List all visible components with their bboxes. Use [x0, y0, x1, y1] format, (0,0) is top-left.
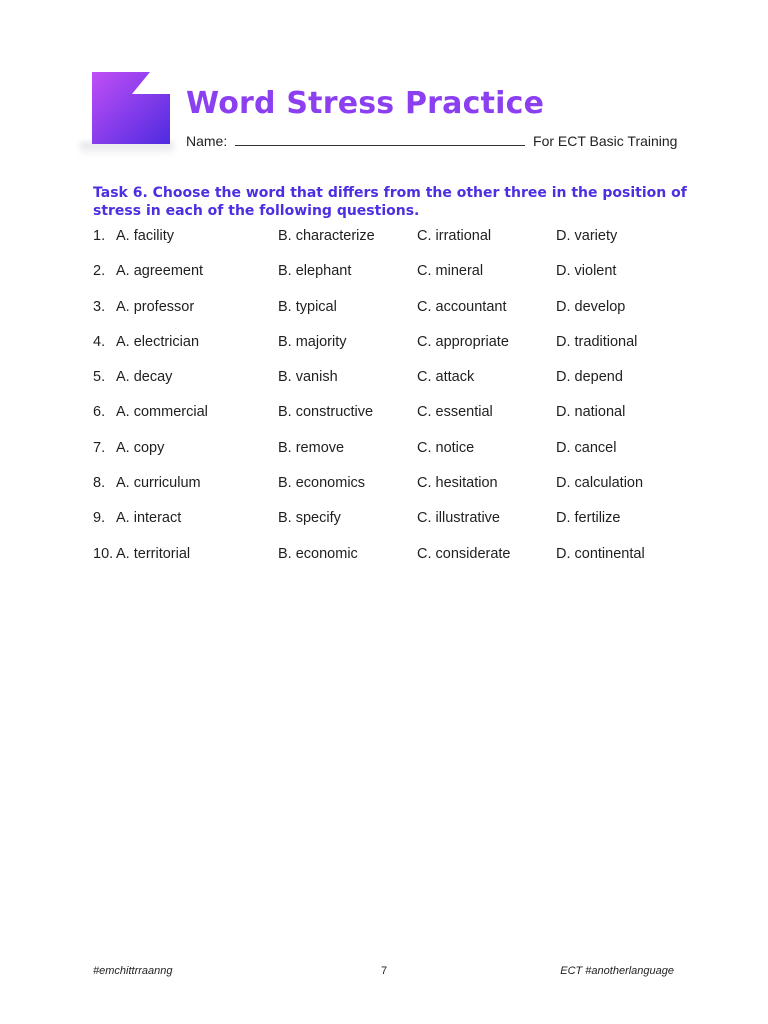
option-c: C. hesitation — [417, 475, 498, 492]
question-row — [93, 334, 693, 369]
question-number: 1. — [93, 228, 106, 244]
question-row — [93, 404, 693, 439]
question-row — [93, 546, 693, 581]
question-list — [93, 228, 693, 581]
training-label: For ECT Basic Training — [533, 133, 678, 149]
option-c: C. considerate — [417, 545, 511, 562]
option-b: B. constructive — [278, 404, 374, 421]
question-number: 10. — [93, 545, 114, 562]
name-line — [186, 133, 677, 149]
option-c: C. accountant — [417, 298, 507, 315]
question-number: 6. — [93, 404, 106, 421]
footer-tagline: ECT #anotherlanguage — [560, 965, 674, 977]
question-number: 7. — [93, 439, 106, 456]
option-c: C. mineral — [417, 263, 484, 280]
option-b: B. economics — [278, 475, 366, 492]
task-instruction: Task 6. Choose the word that differs from the other three in the position of stress in each of the following questions. — [93, 185, 687, 219]
option-d: D. calculation — [556, 475, 644, 492]
option-c: C. essential — [417, 404, 493, 421]
option-a: A. curriculum — [116, 475, 201, 492]
question-row — [93, 440, 693, 475]
option-c: C. attack — [417, 369, 475, 386]
question-number: 2. — [93, 263, 106, 280]
question-number: 5. — [93, 369, 106, 386]
footer-hashtag: #emchittrraanng — [93, 965, 173, 977]
option-d: D. traditional — [556, 333, 638, 350]
option-a: A. facility — [116, 228, 175, 244]
option-b: B. characterize — [278, 228, 375, 244]
question-number: 4. — [93, 333, 106, 350]
option-b: B. economic — [278, 545, 358, 562]
option-a: A. decay — [116, 369, 173, 386]
option-a: A. agreement — [116, 263, 204, 280]
option-a: A. electrician — [116, 333, 200, 350]
option-a: A. interact — [116, 510, 182, 527]
option-b: B. vanish — [278, 369, 338, 386]
question-row — [93, 299, 693, 334]
option-b: B. elephant — [278, 263, 352, 280]
option-b: B. specify — [278, 510, 341, 527]
option-d: D. variety — [556, 228, 618, 244]
option-d: D. violent — [556, 263, 617, 280]
logo-icon — [92, 72, 170, 144]
option-d: D. national — [556, 404, 626, 421]
option-a: A. commercial — [116, 404, 208, 421]
question-row — [93, 263, 693, 298]
option-c: C. illustrative — [417, 510, 500, 527]
option-b: B. majority — [278, 333, 347, 350]
question-row — [93, 475, 693, 510]
logo-shadow — [80, 142, 174, 156]
option-d: D. cancel — [556, 439, 617, 456]
question-row — [93, 369, 693, 404]
question-number: 9. — [93, 510, 106, 527]
page-number: 7 — [381, 965, 388, 977]
name-label: Name: — [186, 133, 228, 149]
name-blank-field[interactable] — [235, 133, 525, 146]
option-b: B. remove — [278, 439, 345, 456]
page-title: Word Stress Practice — [186, 86, 545, 121]
option-d: D. develop — [556, 298, 626, 315]
option-d: D. fertilize — [556, 510, 621, 527]
option-b: B. typical — [278, 298, 337, 315]
option-d: D. depend — [556, 369, 623, 386]
logo — [74, 72, 174, 162]
option-a: A. copy — [116, 439, 165, 456]
question-number: 3. — [93, 298, 106, 315]
option-a: A. professor — [116, 298, 195, 315]
option-d: D. continental — [556, 545, 645, 562]
question-row — [93, 228, 693, 263]
option-a: A. territorial — [116, 545, 191, 562]
question-row — [93, 510, 693, 545]
question-number: 8. — [93, 475, 106, 492]
option-c: C. appropriate — [417, 333, 509, 350]
option-c: C. irrational — [417, 228, 492, 244]
option-c: C. notice — [417, 439, 475, 456]
